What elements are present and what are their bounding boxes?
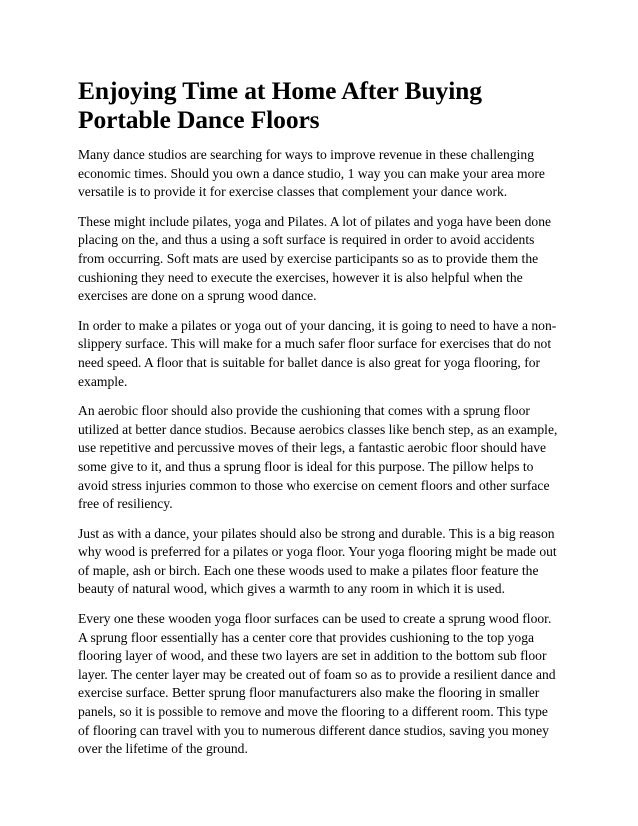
document-page [78,76,560,770]
paragraph-3: In order to make a pilates or yoga out of your dancing, it is going to need to have a non-slippery surface. This will make for a much safer floor surface for exercises that do not need speed. A floor that is suitable for ballet dance is also great for yoga flooring, for example. [78,317,557,389]
paragraph-4: An aerobic floor should also provide the cushioning that comes with a sprung floor utilized at better dance studios. Because aerobics classes like bench step, as an example, use repetitive and percussive moves of their legs, a fantastic aerobic floor should have some give to it, and thus a sprung floor is ideal for this purpose. The pillow helps to avoid stress injuries common to those who exercise on cement floors and other surface free of resiliency. [78,403,558,512]
paragraph-5: Just as with a dance, your pilates should also be strong and durable. This is a big reason why wood is preferred for a pilates or yoga floor. Your yoga flooring might be made out of maple, ash or birch. Each one these woods used to make a pilates floor feature the beauty of natural wood, which gives a warmth to any room in which it is used. [78,525,557,597]
paragraph-2: These might include pilates, yoga and Pilates. A lot of pilates and yoga have been done placing on the, and thus a using a soft surface is required in order to avoid accidents from occurring. Soft mats are used by exercise participants so as to provide them the cushioning they need to execute the exercises, however it is also helpful when the exercises are done on a sprung wood dance. [78,213,552,304]
document-title: Enjoying Time at Home After Buying Portable Dance Floors [78,76,482,134]
paragraph-6: Every one these wooden yoga floor surfaces can be used to create a sprung wood floor. A sprung floor essentially has a center core that provides cushioning to the top yoga flooring layer of wood, and these two layers are set in addition to the bottom sub floor layer. The center layer may be created out of foam so as to provide a resilient dance and exercise surface. Better sprung floor manufacturers also make the flooring in smaller panels, so it is possible to remove and move the flooring to a different room. This type of flooring can travel with you to numerous different dance studios, saving you money over the lifetime of the ground. [78,611,556,757]
paragraph-1: Many dance studios are searching for ways to improve revenue in these challenging economic times. Should you own a dance studio, 1 way you can make your area more versatile is to provide it for exercise classes that complement your dance work. [78,147,545,200]
